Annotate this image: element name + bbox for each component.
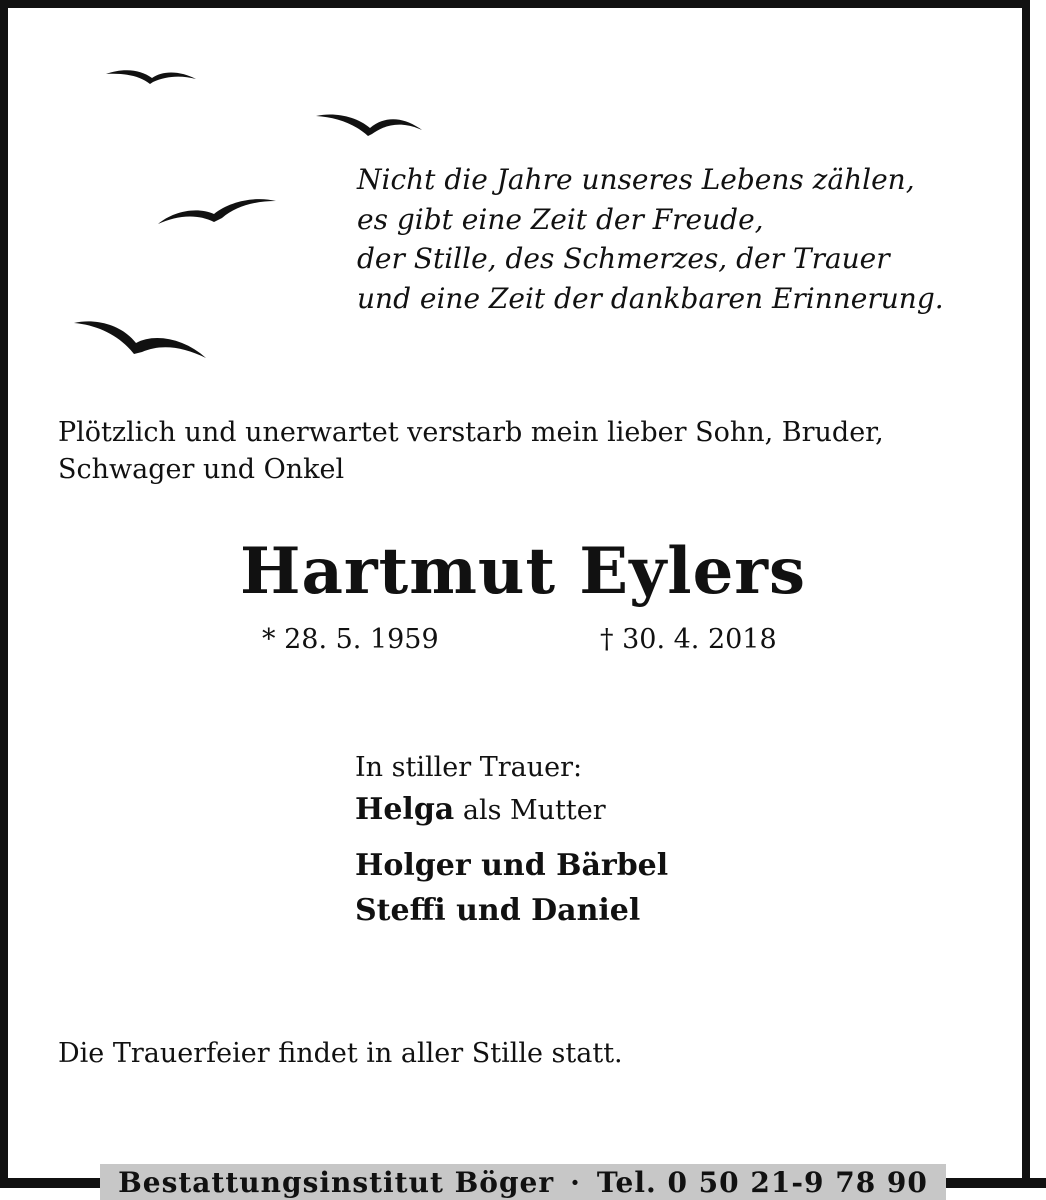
family-member: Steffi und Daniel (355, 893, 641, 928)
mourners-block (355, 748, 668, 933)
funeral-home-footer (100, 1164, 946, 1200)
seagull-icon (316, 115, 422, 137)
seagull-icon (74, 321, 206, 358)
family-member: Holger und Bärbel (355, 848, 669, 883)
poem-line: und eine Zeit der dankbaren Erinnerung. (357, 281, 944, 315)
poem-line: es gibt eine Zeit der Freude, (357, 202, 764, 236)
poem (357, 160, 944, 318)
company-name: Bestattungsinstitut Böger (118, 1165, 555, 1199)
announcement-line-2: Schwager und Onkel (58, 454, 345, 485)
phone-number: Tel. 0 50 21-9 78 90 (596, 1165, 928, 1199)
poem-line: der Stille, des Schmerzes, der Trauer (357, 242, 890, 275)
announcement-line-1: Plötzlich und unerwartet verstarb mein lieber Sohn, Bruder, (58, 417, 884, 448)
seagull-icon (106, 70, 196, 84)
announcement-text (58, 414, 884, 488)
mother-name: Helga (355, 792, 455, 827)
death-date: † 30. 4. 2018 (600, 624, 777, 655)
birth-date: * 28. 5. 1959 (262, 624, 439, 655)
poem-line: Nicht die Jahre unseres Lebens zählen, (357, 163, 915, 196)
ceremony-note: Die Trauerfeier findet in aller Stille statt. (58, 1038, 623, 1069)
seagull-icon (158, 199, 276, 224)
deceased-name: Hartmut Eylers (239, 534, 807, 609)
mother-line (355, 790, 668, 831)
mother-role: als Mutter (462, 795, 606, 826)
mourning-intro: In stiller Trauer: (355, 752, 583, 783)
family-list (355, 843, 668, 933)
separator: · (570, 1165, 581, 1199)
